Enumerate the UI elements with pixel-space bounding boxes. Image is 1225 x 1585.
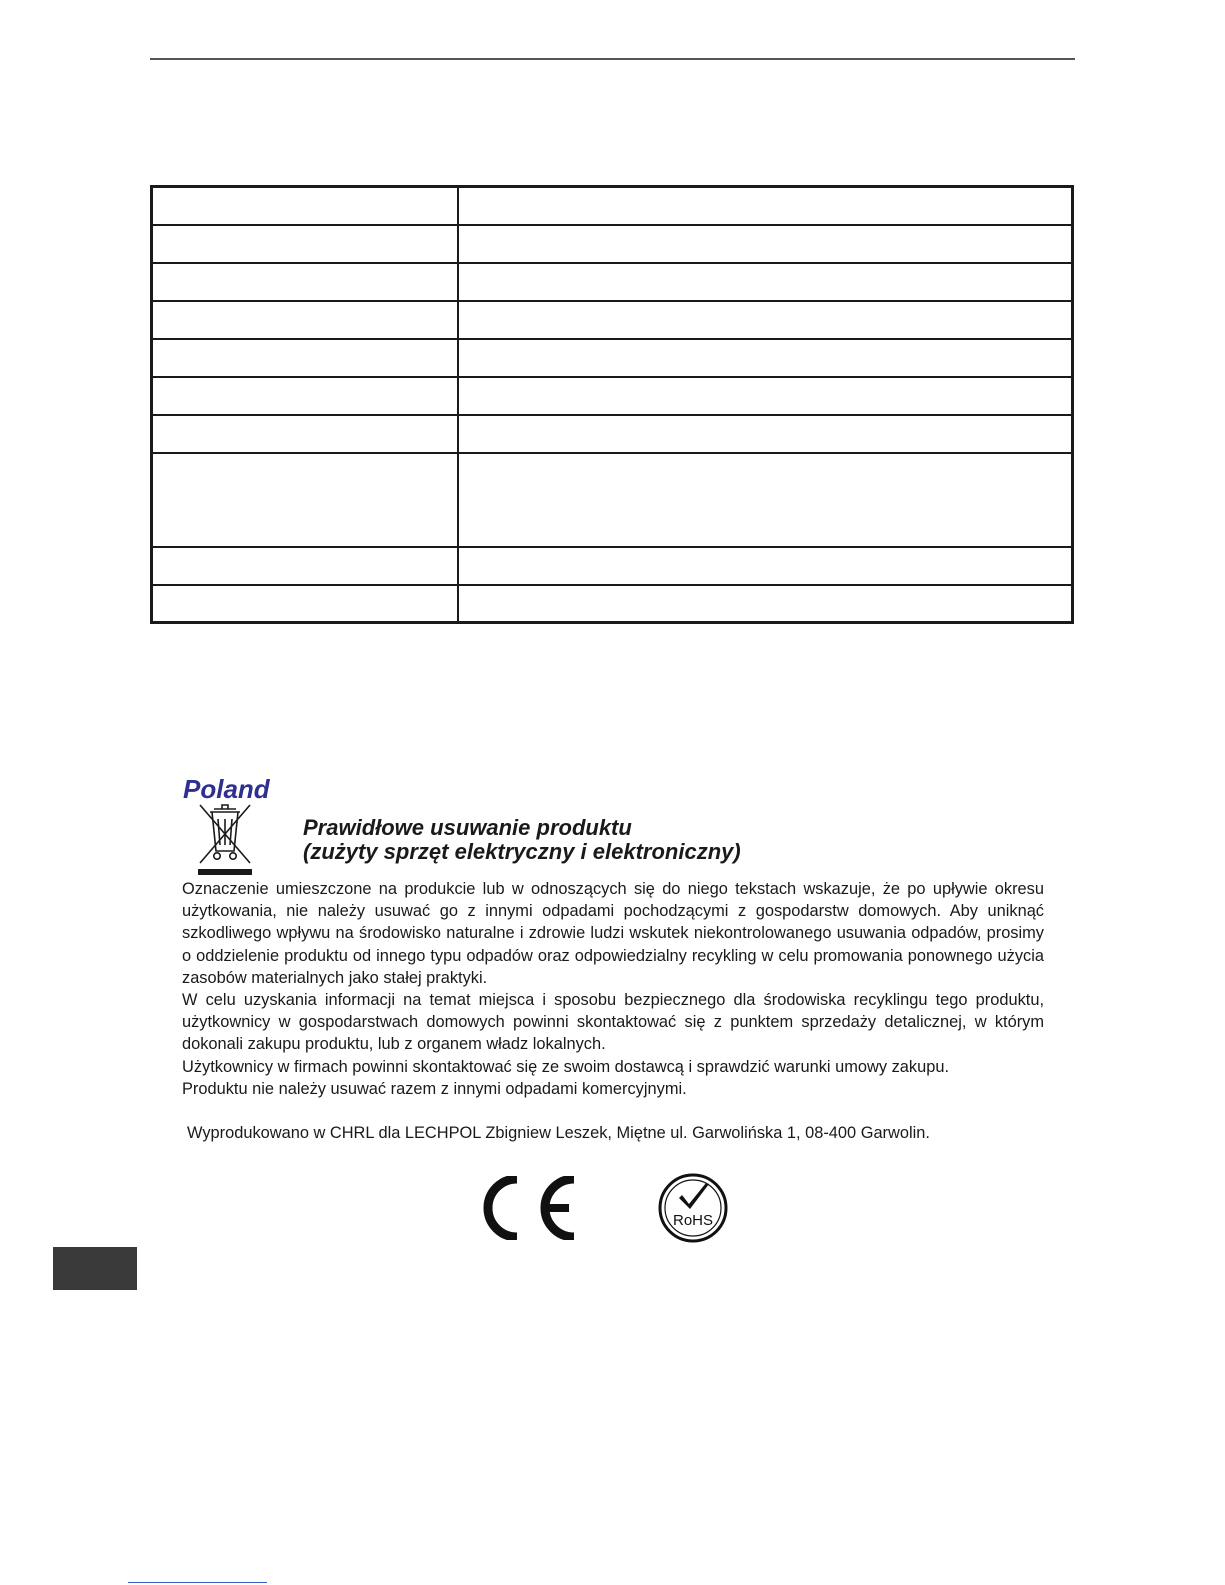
- disposal-heading: [303, 816, 741, 864]
- table-row: [152, 301, 1073, 339]
- table-row: [152, 377, 1073, 415]
- ce-mark-icon: [483, 1176, 577, 1240]
- country-label: Poland: [183, 774, 270, 804]
- disposal-paragraph: W celu uzyskania informacji na temat miejsca i sposobu bezpiecznego dla środowiska recyklingu tego produktu, użytkownicy w gospodarstwach domowych powinni skontaktować się z punktem sprzedaży detalicznej, w którym dokonali zakupu produktu, lub z organem władz lokalnych.: [182, 991, 1044, 1054]
- bottom-link-underline: [128, 1582, 267, 1583]
- table-row: [152, 225, 1073, 263]
- table-cell: [458, 187, 1073, 225]
- table-cell: [152, 301, 459, 339]
- disposal-paragraph-line: Produktu nie należy usuwać razem z innymi odpadami komercyjnymi.: [182, 1079, 687, 1098]
- disposal-body: [182, 878, 1044, 1100]
- table-row: [152, 585, 1073, 623]
- table-cell: [152, 547, 459, 585]
- table-row: [152, 453, 1073, 547]
- table-cell: [458, 415, 1073, 453]
- table-cell: [458, 585, 1073, 623]
- table-row: [152, 547, 1073, 585]
- specification-table: [150, 185, 1074, 624]
- table-cell: [152, 339, 459, 377]
- header-rule: [150, 58, 1075, 60]
- table-cell: [152, 585, 459, 623]
- table-cell: [152, 225, 459, 263]
- table-cell: [458, 377, 1073, 415]
- rohs-check-icon: [657, 1172, 729, 1244]
- table-row: [152, 339, 1073, 377]
- disposal-paragraph-line: Użytkownicy w firmach powinni skontaktować się ze swoim dostawcą i sprawdzić warunki umowy zakupu.: [182, 1057, 949, 1076]
- disposal-paragraph: Oznaczenie umieszczone na produkcie lub w odnoszących się do niego tekstach wskazuje, że po upływie okresu użytkowania, nie należy usuwać go z innymi odpadami pochodzącymi z gospodarstw domowych. Aby uniknąć szkodliwego wpływu na środowisko naturalne i zdrowie ludzi wskutek niekontrolowanego usuwania odpadów, prosimy o oddzielenie produktu od innego typu odpadów oraz odpowiedzialny recykling w celu promowania ponownego użycia zasobów materialnych jako stałej praktyki.: [182, 880, 1044, 987]
- table-cell: [152, 453, 459, 547]
- table-cell: [458, 339, 1073, 377]
- rohs-label: RoHS: [672, 1212, 714, 1229]
- table-row: [152, 415, 1073, 453]
- table-cell: [152, 415, 459, 453]
- table-cell: [458, 301, 1073, 339]
- table-cell: [152, 187, 459, 225]
- table-cell: [458, 263, 1073, 301]
- table-cell: [458, 547, 1073, 585]
- manufacturer-note: Wyprodukowano w CHRL dla LECHPOL Zbigniew Leszek, Miętne ul. Garwolińska 1, 08-400 Garwolin.: [187, 1124, 930, 1142]
- table-cell: [458, 225, 1073, 263]
- disposal-heading-line1: Prawidłowe usuwanie produktu: [303, 815, 632, 840]
- table-cell: [152, 377, 459, 415]
- crossed-out-wheelie-bin-icon: [196, 801, 254, 877]
- table-row: [152, 263, 1073, 301]
- table-cell: [152, 263, 459, 301]
- table-cell: [458, 453, 1073, 547]
- table-row: [152, 187, 1073, 225]
- disposal-heading-line2: (zużyty sprzęt elektryczny i elektroniczny): [303, 839, 741, 864]
- page-side-tab: [53, 1247, 137, 1290]
